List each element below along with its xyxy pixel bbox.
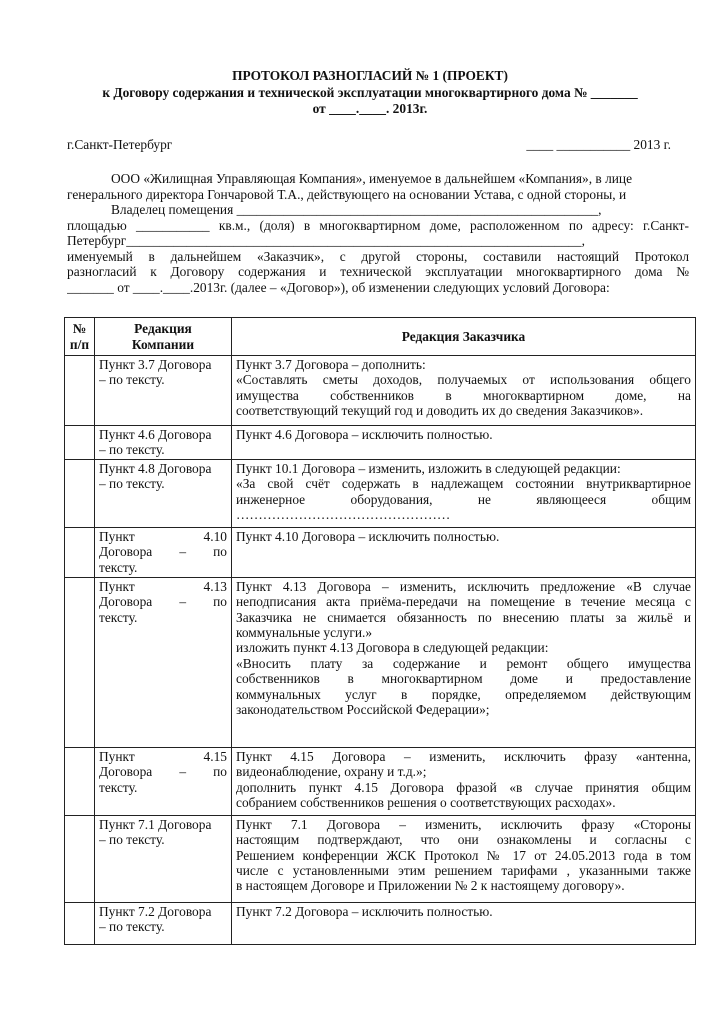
title-line-3: от ____.____. 2013г. — [312, 101, 428, 116]
row-number-cell — [65, 527, 95, 577]
header-company — [95, 318, 232, 356]
company-text-line: тексту. — [99, 609, 138, 625]
customer-text-line: Пункт 7.1 Договора – изменить, исключить фразу «Стороны — [236, 816, 691, 832]
row-number-cell — [65, 356, 95, 426]
title-line-2: к Договору содержания и технической эксплуатации многоквартирного дома № _______ — [102, 84, 638, 100]
customer-text-line: Решением конференции ЖСК Протокол № 17 от 24.05.2013 года в том — [236, 847, 691, 863]
table-row — [65, 527, 696, 577]
customer-text-line: Пункт 4.15 Договора – изменить, исключить фразу «антенна, — [236, 748, 691, 764]
table-row — [65, 747, 696, 815]
row-number-cell — [65, 426, 95, 460]
customer-edition-cell — [232, 356, 696, 426]
company-edition-cell — [95, 815, 232, 902]
customer-text-line: собранием собственников решения о соответствующих расходах». — [236, 794, 616, 810]
row-number-cell — [65, 577, 95, 747]
company-text-line: Пункт 4.15 — [99, 748, 227, 764]
table-row — [65, 902, 696, 944]
company-edition-cell — [95, 426, 232, 460]
header-text: Редакция — [134, 321, 192, 337]
customer-text-line: в настоящем Договоре и Приложении № 2 к настоящему договору». — [236, 878, 625, 894]
customer-text-line: Пункт 7.2 Договора – исключить полностью. — [236, 903, 493, 919]
customer-text-line: коммунальных услуг в порядке, определяемом действующим — [236, 686, 691, 702]
table-row — [65, 577, 696, 747]
company-text-line: Пункт 4.6 Договора — [99, 427, 212, 442]
customer-text-line: инженерное оборудования, не являющееся общим — [236, 491, 691, 507]
intro-line: Петербург____________________________________________________________________, — [67, 233, 585, 248]
document-date: ____ ___________ 2013 г. — [526, 137, 671, 152]
intro-line: именуемый в дальнейшем «Заказчик», с другой стороны, составили настоящий Протокол — [67, 248, 689, 264]
customer-text-line: собственников в многоквартирном доме и предоставление — [236, 671, 691, 687]
table-header-row — [65, 318, 696, 356]
company-text-line: Пункт 7.2 Договора — [99, 903, 212, 919]
customer-text-line: числе с установленными этим решением тарифами , указанными также — [236, 862, 691, 878]
intro-line: генерального директора Гончаровой Т.А., действующего на основании Устава, с одной стороны, и — [67, 186, 627, 202]
intro-line: Владелец помещения ______________________________________________________, — [111, 202, 602, 217]
customer-text-line: соответствующий текущий год и доводить их до сведения Заказчиков». — [236, 403, 644, 419]
row-number-cell — [65, 815, 95, 902]
company-text-line: Договора – по — [99, 594, 227, 610]
intro-line: ООО «Жилищная Управляющая Компания», именуемое в дальнейшем «Компания», в лице — [111, 171, 633, 186]
company-text-line: – по тексту. — [99, 372, 165, 388]
company-text-line: Пункт 4.10 — [99, 528, 227, 544]
document-title — [60, 68, 680, 118]
customer-edition-cell — [232, 459, 696, 527]
customer-text-line: изложить пункт 4.13 Договора в следующей редакции: — [236, 640, 549, 656]
customer-edition-cell — [232, 527, 696, 577]
table-body — [65, 356, 696, 945]
company-text-line: тексту. — [99, 559, 138, 575]
customer-text-line: видеонаблюдение, охрану и т.д.»; — [236, 764, 427, 780]
company-text-line: Пункт 4.8 Договора — [99, 460, 212, 476]
customer-text-line: «Вносить плату за содержание и ремонт общего имущества — [236, 655, 691, 671]
title-line-1: ПРОТОКОЛ РАЗНОГЛАСИЙ № 1 (ПРОЕКТ) — [232, 68, 508, 83]
customer-text-line: настоящим подтверждают, что они ознакомлены и согласны с — [236, 832, 691, 848]
header-text: Компании — [131, 336, 195, 352]
place-date-line — [67, 137, 687, 153]
table-row — [65, 356, 696, 426]
customer-text-line: Пункт 4.10 Договора – исключить полностью. — [236, 528, 500, 544]
city-name: г.Санкт-Петербург — [67, 137, 173, 152]
customer-edition-cell — [232, 577, 696, 747]
customer-text-line: Пункт 3.7 Договора – дополнить: — [236, 357, 426, 372]
customer-text-line: Заказчика не снимается обязанность по внесению платы за жильё и — [236, 609, 691, 625]
customer-text-line: «Составлять сметы доходов, получаемых от использования общего — [236, 372, 691, 388]
customer-edition-cell — [232, 815, 696, 902]
company-edition-cell — [95, 356, 232, 426]
customer-text-line: ………………………………………… — [236, 506, 451, 522]
company-text-line: – по тексту. — [99, 919, 165, 935]
table-row — [65, 459, 696, 527]
header-number — [65, 318, 95, 356]
customer-text-line: законодательством Российской Федерации»; — [236, 701, 490, 717]
company-text-line: Пункт 4.13 — [99, 578, 227, 594]
customer-edition-cell — [232, 902, 696, 944]
company-text-line: Договора – по — [99, 544, 227, 560]
company-text-line: – по тексту. — [99, 442, 165, 458]
company-text-line: – по тексту. — [99, 832, 165, 848]
customer-text-line: Пункт 4.6 Договора – исключить полностью. — [236, 427, 493, 442]
customer-text-line: неподписания акта приёма-передачи на помещение в течение месяца с — [236, 594, 691, 610]
company-edition-cell — [95, 459, 232, 527]
company-edition-cell — [95, 577, 232, 747]
intro-line: разногласий к Договору содержания и технической эксплуатации многоквартирного дома № — [67, 264, 689, 279]
row-number-cell — [65, 747, 95, 815]
customer-text-line: Пункт 10.1 Договора – изменить, изложить в следующей редакции: — [236, 460, 621, 476]
table-row — [65, 815, 696, 902]
customer-edition-cell — [232, 426, 696, 460]
header-text: п/п — [69, 336, 90, 352]
company-text-line: – по тексту. — [99, 476, 165, 492]
company-text-line: Пункт 7.1 Договора — [99, 816, 212, 832]
customer-text-line: дополнить пункт 4.15 Договора фразой «в случае принятия общим — [236, 779, 691, 795]
customer-text-line: имущества собственников в многоквартирном доме, на — [236, 387, 691, 403]
intro-paragraph — [67, 171, 689, 295]
disagreements-table — [64, 317, 696, 945]
company-edition-cell — [95, 527, 232, 577]
header-customer — [232, 318, 696, 356]
customer-text-line: коммунальные услуги.» — [236, 624, 373, 640]
row-number-cell — [65, 902, 95, 944]
header-text: № — [72, 321, 87, 337]
customer-text-line: «За свой счёт содержать в надлежащем состоянии внутриквартирное — [236, 476, 691, 492]
company-text-line: тексту. — [99, 779, 138, 795]
row-number-cell — [65, 459, 95, 527]
company-edition-cell — [95, 902, 232, 944]
customer-edition-cell — [232, 747, 696, 815]
header-text: Редакция Заказчика — [401, 328, 526, 344]
intro-line: площадью ___________ кв.м., (доля) в многоквартирном доме, расположенном по адресу: г.Санкт- — [67, 217, 689, 233]
company-text-line: Договора – по — [99, 764, 227, 780]
company-text-line: Пункт 3.7 Договора — [99, 357, 212, 372]
table-row — [65, 426, 696, 460]
company-edition-cell — [95, 747, 232, 815]
customer-text-line: Пункт 4.13 Договора – изменить, исключить предложение «В случае — [236, 578, 691, 594]
intro-line: _______ от ____.____.2013г. (далее – «Договор»), об изменении следующих условий Договора: — [67, 279, 610, 295]
